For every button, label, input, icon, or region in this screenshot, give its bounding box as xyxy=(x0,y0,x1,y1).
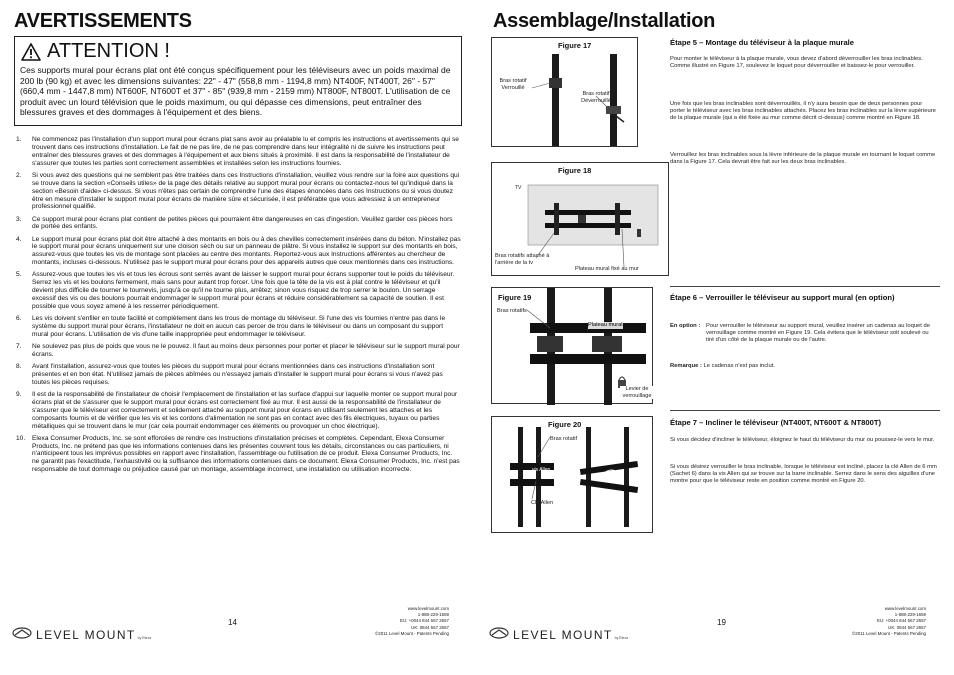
warning-triangle-icon xyxy=(21,43,41,61)
warning-number: 7. xyxy=(16,342,22,350)
warnings-list xyxy=(16,136,461,478)
figure-18 xyxy=(491,162,669,276)
eu-phone: EU: +0044 844 567 2657 xyxy=(877,618,926,624)
warning-item xyxy=(16,271,461,311)
warning-number: 2. xyxy=(16,171,22,179)
warning-item xyxy=(16,391,461,431)
warning-text: Ce support mural pour écrans plat contient de petites pièces qui pourraient être dangereuses en cas d'ingestion. Veuillez garder ces pièces hors de portée des enfants. xyxy=(32,215,453,231)
website: www.levelmount.com xyxy=(884,606,926,611)
attention-text: Ces supports mural pour écrans plat ont été conçus spécifiquement pour les téléviseurs avec un poids maximal de 200 lb (90 kg) et avec les dimensions suivantes: 22" - 47" (558,8 mm - 1194,8 mm) NT400F, NT400T, 26" - 57" (660,4 mm - 1447,8 mm) NT600F, NT600T et 37" - 85" (939,8 mm - 2159 mm) NT800F, NT800T. L'utilisation de ce produit avec un lourd télévision que le poids maximum, ou qui dépasse ces dimensions, peut entraîner des blessures graves et des dommages à l'équipement et des biens. xyxy=(20,65,451,118)
fig17-right-label: Bras rotatif Déverrouillé xyxy=(581,91,611,104)
step6-title: Étape 6 – Verrouiller le téléviseur au support mural (en option) xyxy=(670,293,895,302)
uk-phone: UK: 0844 567 2657 xyxy=(888,624,926,630)
warning-item xyxy=(16,236,461,268)
contact-info xyxy=(375,606,449,637)
brand-name: LEVEL MOUNT xyxy=(36,628,136,642)
fig20-key-label: Clé Allen xyxy=(531,500,554,506)
fig17-left-label: Bras rotatif Verrouillé xyxy=(499,78,527,91)
level-mount-logo-icon xyxy=(12,626,32,644)
warning-text: Le support mural pour écrans plat doit être attaché à des montants en bois ou à des chevilles correctement insérées dans du béton. N'installez pas le support mural pour écrans uniquement sur une cloison sèch ou sur un panneau de plâtre. Si vous installez le support sur des montants en bois, assurez-vous que toutes les vis de montage sont placées au centre des montants. Reportez-vous aux Instructions afférentes au chercheur de montants, incluses ci-dessous. N'utilisez pas le support mural pour écrans pour des appareils autres que ceux mentionnés dans ces instructions. xyxy=(32,235,461,267)
us-phone: 1-888-229-1659 xyxy=(417,612,449,618)
fig18-right-label: Plateau mural fixé au mur xyxy=(575,266,639,272)
fig18-left-label: Bras rotatifs attaché à l'arrière de la tv xyxy=(495,253,550,266)
right-footer xyxy=(477,606,932,651)
remark-text: Le cadenas n'est pas inclut. xyxy=(703,363,775,369)
step7-divider xyxy=(670,410,940,411)
warning-number: 8. xyxy=(16,362,22,370)
brand-logo xyxy=(12,626,151,644)
tv-label: TV xyxy=(515,185,522,191)
brand-name: LEVEL MOUNT xyxy=(513,628,613,642)
fig19-arms-label: Bras rotatifs xyxy=(497,308,527,314)
figure-19 xyxy=(491,287,653,404)
contact-info xyxy=(852,606,926,637)
warning-number: 1. xyxy=(16,136,22,143)
warning-text: Si vous avez des questions qui ne semblent pas être traitées dans ces Instructions d'installation, veuillez vous rendre sur la foire aux questions qui se trouve dans la section «Conseils utiles» de la page des détails relative au support mural pour écrans ou contactez-nous tel qu'indiqué dans la section «Besoin d'aide» ci-dessus. Si vous n'êtes pas certain de comprendre l'une des étapes énoncées dans ces Instructions ou si vous doutez être en mesure d'installer le support mural pour écrans de manière sûre et sécurisée, il est préférable que vous adressiez à un entrepreneur professionnel qualifié. xyxy=(32,171,460,211)
tilt-adjust-icon xyxy=(492,417,654,534)
warning-text: Assurez-vous que toutes les vis et tous les écrous sont serrés avant de laisser le support mural pour écrans supporter tout le poids du téléviseur. Serrez les vis et les boulons fermement, mais sans pour autant trop forcer. Une fois que la tête de la vis est à plat contre le téléviseur et qu'il devient plus difficile de tourner le tournevis, jusqu'à ce qu'il ne tourne plus, arrêtez; sinon vous risquez de trop serrer le boulon. Un serrage excessif des vis ou des boulons pourrait endommager le support mural pour écrans et réduire considérablement sa capacité de soutien. Il est possible que vous soyez amené à les resserrer périodiquement. xyxy=(32,271,455,310)
us-phone: 1-888-229-1659 xyxy=(894,612,926,618)
step7-p1: Si vous décidez d'incliner le téléviseur, éloignez le haut du téléviseur du mur ou poussez-le vers le mur. xyxy=(670,437,935,443)
level-mount-logo-icon xyxy=(489,626,509,644)
warning-text: Ne commencez pas l'installation d'un support mural pour écrans plat sans avoir au préalable lu et compris les instructions et avertissements qui se trouvent dans ces instructions d'installation. Le fait de ne pas lire, de ne pas comprendre dans leur intégralité ni de suivre les instructions peut entraîner des blessures graves et des dommages à l'équipement et aux biens situés à proximité. Il est dans la responsabilité de l'installateur de s'assurer que toutes les parties sont correctement assemblées et installées selon les instructions fournies. xyxy=(32,136,459,167)
copyright: ©2011 Level Mount - Patents Pending xyxy=(852,630,926,636)
figure-17 xyxy=(491,37,638,147)
step6-option xyxy=(670,323,938,344)
attention-title: ATTENTION ! xyxy=(47,40,170,62)
warning-item xyxy=(16,343,461,359)
brand-sub: by Elexa xyxy=(614,636,629,640)
website: www.levelmount.com xyxy=(407,606,449,611)
warning-number: 6. xyxy=(16,315,22,323)
fig20-screw-label: vis Allen xyxy=(532,467,551,473)
warning-item xyxy=(16,172,461,212)
warning-number: 5. xyxy=(16,271,22,279)
warnings-title: AVERTISSEMENTS xyxy=(14,10,192,32)
fig19-lever-label: Levier de verrouillage xyxy=(620,386,654,399)
figure-20-label: Figure 20 xyxy=(548,420,582,429)
step5-p1: Pour monter le téléviseur à la plaque murale, vous devez d'abord déverrouiller les bras inclinables. Comme illustré en Figure 17, soulevez le loquet pour déverrouiller et baissez-le pour verrouiller. xyxy=(670,56,923,69)
copyright: ©2011 Level Mount - Patents Pending xyxy=(375,630,449,636)
eu-phone: EU: +0044 844 567 2657 xyxy=(400,618,449,624)
page-number: 19 xyxy=(717,618,726,627)
option-text: Pour verrouiller le téléviseur au support mural, veuillez insérer un cadenas au loquet de verrouillage comme montré en Figure 19. Cela évitera que le téléviseur soit soulevé ou tiré d'un côté de la plaque murale ou de l'autre. xyxy=(706,323,930,343)
left-footer xyxy=(0,606,455,651)
uk-phone: UK: 0844 567 2657 xyxy=(411,624,449,630)
fig20-arms-label: Bras rotatif xyxy=(550,436,578,442)
figure-19-label: Figure 19 xyxy=(498,293,532,302)
warning-text: Il est de la responsabilité de l'installateur de choisir l'emplacement de l'installation et las surface d'appui sur laquelle monter ce support mural pour écrans plat et de s'assurer que le support mural pour écrans est correctement fixé au mur. Il est aussi de la responsabilité de l'installateur de s'assurer que le téléviseur est correctement et solidement attaché au support mural pour écrans en utilisant seulement les attaches et les composants fournis et de vérifier que les vis et les cordons d'alimentation ne sont pas en contact avec des fils électriques, tuyaux ou parties métalliques qui se trouvent dans le mur (car cela pourrait endommager ces éléments ou provoquer un choc électrique). xyxy=(32,390,458,430)
step7-title: Étape 7 – Incliner le téléviseur (NT400T, NT600T & NT800T) xyxy=(670,418,882,427)
right-page xyxy=(477,0,954,675)
step5-p3: Verrouillez les bras inclinables sous la lèvre inférieure de la plaque murale en tournant le loquet comme dans la Figure 17. Cela devrait être fait sur les deux bras inclinables. xyxy=(670,152,936,165)
fig19-plate-label: Plateau mural xyxy=(588,322,623,328)
attention-header xyxy=(21,40,170,63)
step6-divider xyxy=(670,286,940,287)
warning-text: Les vis doivent s'enfiler en toute facilité et complètement dans les trous de montage du téléviseur. Si l'une des vis fournies n'entre pas dans le système du support mural pour écrans, l'installateur ne doit en aucun cas percer de trou dans le téléviseur ou dans un composant du support mural pour écrans. L'utilisation de vis d'une taille inappropriée peut endommager le téléviseur. xyxy=(32,315,446,338)
brand-logo xyxy=(489,626,628,644)
figure-17-label: Figure 17 xyxy=(558,41,592,50)
option-label: En option : xyxy=(670,323,701,329)
attention-box xyxy=(14,36,462,126)
warning-item xyxy=(16,435,461,475)
warning-item xyxy=(16,136,461,168)
warning-text: Avant l'installation, assurez-vous que toutes les pièces du support mural pour écrans mentionnées dans ces instructions d'installation sont présentes et en bon état. N'utilisez jamais de pièces abîmées ou n'essayez jamais d'installer le support mural pour écrans si vous n'avez pas toutes les pièces requises. xyxy=(32,362,443,386)
figure-18-label: Figure 18 xyxy=(558,166,592,175)
warning-number: 9. xyxy=(16,390,22,398)
warning-text: Elexa Consumer Products, Inc. se sont efforcées de rendre ces Instructions d'installation précises et complètes. Cependant, Elexa Consumer Products, Inc. ne prétend pas que les informations contenues dans les présentes couvrent tous les détails, circonstances ou cas particuliers, ni n'anticipeent tous les imprévus possibles en rapport avec l'installation, l'assemblage ou l'utilisation de ce produit. Elexa Consumer Products, Inc. ne garantit pas l'exactitude, l'exhaustivité ou la suffisance des informations contenues dans ce document. Elexa Consumer Products, Inc. n'est pas responsable de tout dommage ou préjudice causé par un montage, assemblage incorrect, une installation ou utilisation incorrecte. xyxy=(32,434,460,474)
assembly-title: Assemblage/Installation xyxy=(493,10,716,32)
warning-item xyxy=(16,363,461,387)
step6-remark xyxy=(670,363,938,370)
step5-p2: Une fois que les bras inclinables sont déverrouillés, il n'y aura besoin que de deux personnes pour porter le téléviseur avec les bras inclinables attachés. Placez les bras inclinables sur la lèvre supérieure de la plaque murale (qui a été fixée au mur comme décrit ci-dessus) comme montré en Figure 18. xyxy=(670,101,936,121)
step5-title: Étape 5 – Montage du téléviseur à la plaque murale xyxy=(670,38,854,47)
warning-number: 3. xyxy=(16,215,22,223)
warning-item xyxy=(16,315,461,339)
warning-number: 10. xyxy=(16,434,26,442)
warning-number: 4. xyxy=(16,235,22,243)
step7-p2: Si vous désirez verrouiller le bras inclinable, lorsque le téléviseur est incliné, placez la clé Allen de 6 mm (Sachet 6) dans la vis Allen qui se trouve sur la barre inclinable. Serrez dans le sens des aiguilles d'une montre pour que le téléviseur reste en position comme montré en Figure 20. xyxy=(670,464,937,484)
remark-label: Remarque : xyxy=(670,363,702,369)
figure-20 xyxy=(491,416,653,533)
page-number: 14 xyxy=(228,618,237,627)
warning-text: Ne soulevez pas plus de poids que vous ne le pouvez. Il faut au moins deux personnes pour porter et placer le téléviseur sur le support mural pour écrans. xyxy=(32,342,460,358)
brand-sub: by Elexa xyxy=(137,636,152,640)
warning-item xyxy=(16,216,461,232)
